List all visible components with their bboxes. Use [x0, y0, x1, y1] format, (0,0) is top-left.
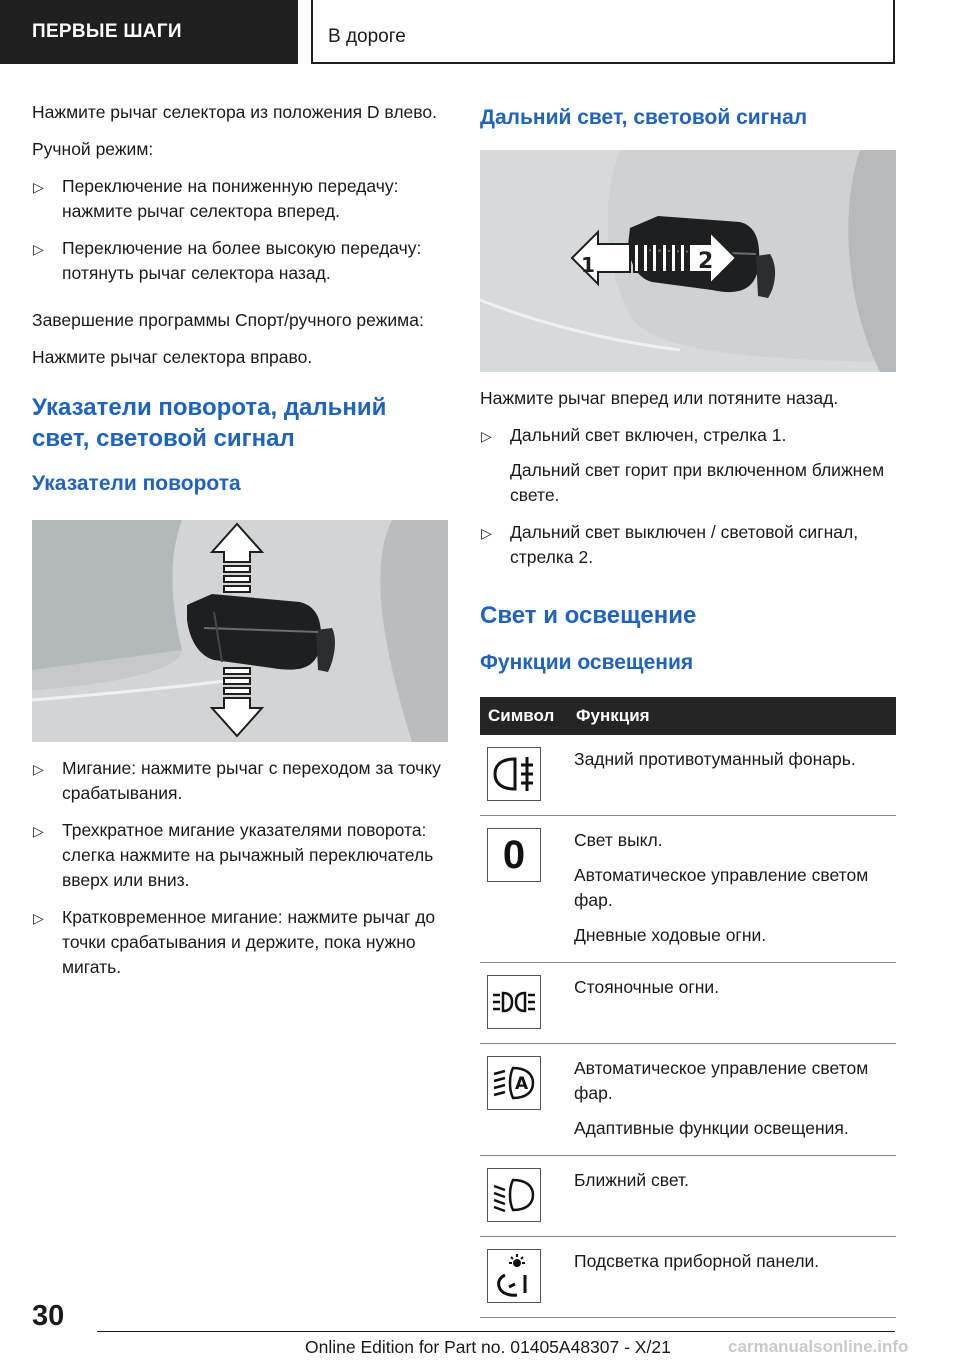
- triangle-bullet-icon: ▷: [33, 761, 44, 777]
- table-row: [480, 1237, 896, 1318]
- right-column: [480, 100, 896, 1318]
- function-text: Стояночные огни.: [574, 977, 720, 997]
- heading-turn-signals: Указатели поворота: [32, 472, 241, 495]
- triangle-bullet-icon: ▷: [33, 910, 44, 926]
- function-text: Свет выкл.: [574, 830, 663, 850]
- list-item: ▷ Дальний свет выключен / световой сигнал, стрелка 2.: [481, 522, 859, 567]
- instrument-lighting-icon: [487, 1249, 541, 1303]
- table-row: [480, 735, 896, 816]
- triangle-bullet-icon: ▷: [33, 179, 44, 195]
- turn-signal-lever-figure: [32, 520, 448, 742]
- list-item: ▷ Трехкратное мигание указателями поворота: слегка нажмите на рычажный переключатель вверх или вниз.: [33, 820, 434, 890]
- footer-edition: Online Edition for Part no. 01405A48307 - X/21: [305, 1337, 671, 1357]
- triangle-bullet-icon: ▷: [33, 823, 44, 839]
- table-row: [480, 816, 896, 963]
- list-item-note: Дальний свет горит при включенном ближнем свете.: [510, 460, 885, 505]
- subsection-title: В дороге: [311, 0, 895, 64]
- page-number: 30: [32, 1300, 65, 1332]
- svg-text:A: A: [515, 1074, 529, 1094]
- list-item: ▷ Мигание: нажмите рычаг с переходом за точку срабатывания.: [33, 758, 441, 803]
- arrow-2-label: 2: [698, 249, 714, 274]
- paragraph-end-mode: Завершение программы Спорт/ручного режима:: [32, 310, 424, 330]
- list-item: ▷ Переключение на пониженную передачу: нажмите рычаг селектора вперед.: [33, 176, 399, 221]
- arrow-1-label: 1: [581, 253, 595, 277]
- function-text: Ближний свет.: [574, 1170, 689, 1190]
- heading-light-functions: Функции освещения: [480, 651, 694, 674]
- paragraph-intro: Нажмите рычаг селектора из положения D влево.: [32, 102, 437, 122]
- heading-turn-signals-section: Указатели поворота, дальний свет, световой сигнал: [32, 394, 387, 452]
- rear-fog-light-icon: [487, 747, 541, 801]
- parking-lights-icon: [487, 975, 541, 1029]
- table-row: [480, 963, 896, 1044]
- list-item: ▷ Переключение на более высокую передачу: потянуть рычаг селектора назад.: [33, 238, 422, 283]
- paragraph-beam-intro: Нажмите рычаг вперед или потяните назад.: [480, 388, 839, 408]
- list-item: ▷ Дальний свет включен, стрелка 1. Дальний свет горит при включенном ближнем свете.: [480, 423, 896, 508]
- function-text: Дневные ходовые огни.: [574, 925, 767, 945]
- triangle-bullet-icon: ▷: [481, 525, 492, 541]
- function-text: Автоматическое управление светом фар.: [574, 1058, 869, 1103]
- table-header-row: [480, 697, 896, 735]
- light-off-0-icon: 0: [487, 828, 541, 882]
- table-row: [480, 1156, 896, 1237]
- list-item: ▷ Кратковременное мигание: нажмите рычаг до точки срабатывания и держите, пока нужно мигать.: [33, 907, 436, 977]
- paragraph-press-right: Нажмите рычаг селектора вправо.: [32, 347, 313, 367]
- section-tab: ПЕРВЫЕ ШАГИ: [0, 0, 298, 64]
- high-beam-list: [480, 423, 896, 570]
- heading-light-section: Свет и освещение: [480, 602, 697, 629]
- watermark: carmanualsonline.info: [728, 1337, 909, 1356]
- low-beam-icon: [487, 1168, 541, 1222]
- triangle-bullet-icon: ▷: [481, 428, 492, 444]
- function-text: Задний противотуманный фонарь.: [574, 749, 856, 769]
- triangle-bullet-icon: ▷: [33, 241, 44, 257]
- turn-signal-list: [32, 756, 448, 980]
- col-header-symbol: Символ: [480, 697, 568, 735]
- heading-high-beam: Дальний свет, световой сигнал: [480, 106, 808, 129]
- function-text: Адаптивные функции освещения.: [574, 1118, 849, 1138]
- col-header-function: Функция: [568, 697, 896, 735]
- light-functions-table: [480, 697, 896, 1318]
- function-text: Подсветка приборной панели.: [574, 1251, 820, 1271]
- left-column: [32, 100, 448, 980]
- paragraph-manual-mode: Ручной режим:: [32, 139, 154, 159]
- table-row: [480, 1044, 896, 1156]
- auto-headlight-icon: [487, 1056, 541, 1110]
- high-beam-lever-figure: [480, 150, 896, 372]
- manual-mode-list: [32, 174, 448, 286]
- footer-divider: [97, 1331, 895, 1332]
- function-text: Автоматическое управление светом фар.: [574, 865, 869, 910]
